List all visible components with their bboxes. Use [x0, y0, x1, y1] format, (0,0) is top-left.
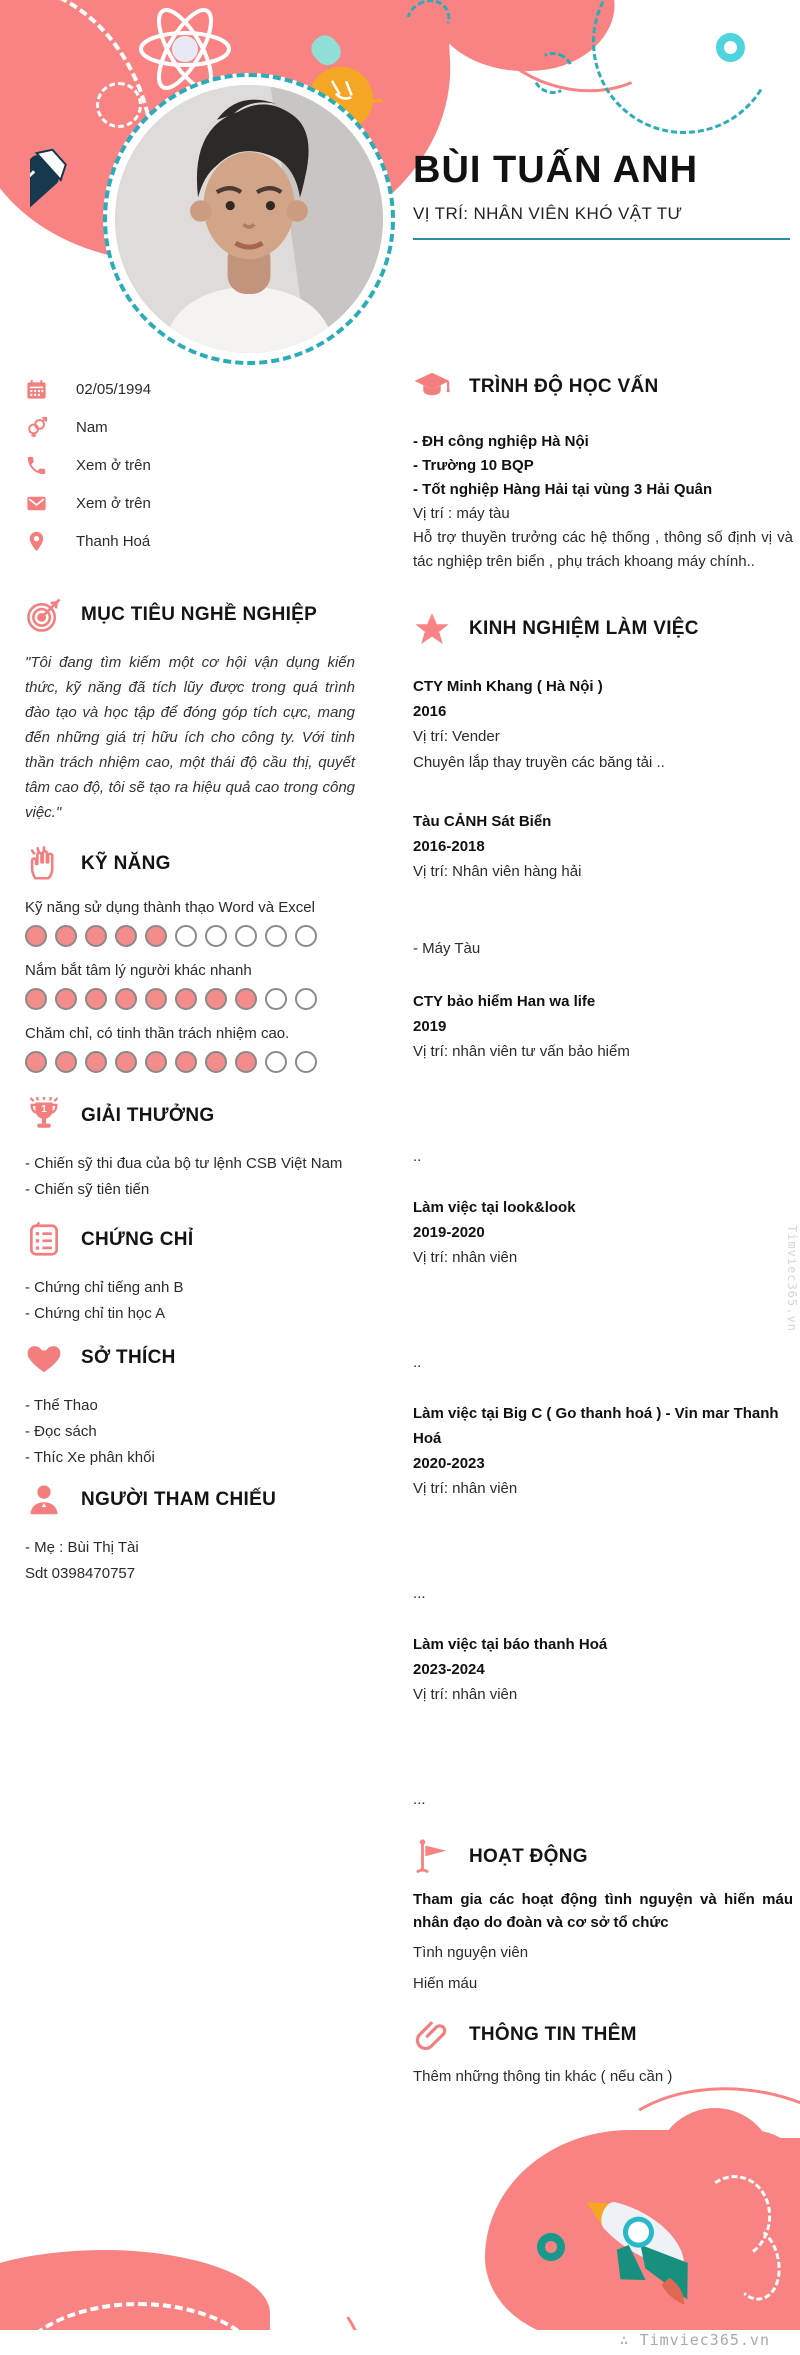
rating-dot-filled [145, 925, 167, 947]
job-note: .. [413, 1354, 422, 1371]
experience-entry [413, 989, 793, 1169]
job-note: ... [413, 1585, 426, 1602]
section-title: CHỨNG CHỈ [81, 1229, 194, 1250]
activity-line: Tình nguyện viên [413, 1944, 529, 1961]
education-line: - Tốt nghiệp Hàng Hải tại vùng 3 Hải Quân [413, 481, 713, 498]
job-company: Làm việc tại Big C ( Go thanh hoá ) - Vin mar Thanh Hoá [413, 1405, 779, 1447]
contact-row [25, 484, 355, 522]
rating-dot-filled [205, 988, 227, 1010]
contact-value: Xem ở trên [76, 456, 151, 474]
certificate-list-icon [25, 1221, 63, 1259]
job-position: Vị trí: Nhân viên hàng hải [413, 863, 582, 880]
section-experience-header [413, 610, 793, 648]
svg-text:1: 1 [41, 1103, 47, 1115]
phone-icon [25, 454, 48, 477]
rating-dot-filled [235, 1051, 257, 1073]
job-position: Vị trí: Vender [413, 728, 500, 745]
reference-line: - Mẹ : Bùi Thị Tài [25, 1539, 139, 1556]
section-hobbies-header [25, 1339, 355, 1377]
hobby-item: - Đọc sách [25, 1423, 97, 1440]
job-period: 2023-2024 [413, 1661, 485, 1678]
calendar-icon [25, 378, 48, 401]
rating-dot-filled [55, 988, 77, 1010]
skill-item [25, 1025, 355, 1073]
section-education-header [413, 368, 793, 406]
rating-dot-empty [265, 988, 287, 1010]
activity-line: Hiến máu [413, 1975, 478, 1992]
gender-icon [25, 416, 48, 439]
contact-value: 02/05/1994 [76, 380, 152, 398]
education-line: Vị trí : máy tàu [413, 505, 510, 522]
rating-dot-filled [205, 1051, 227, 1073]
job-company: Tàu CẢNH Sát Biển [413, 813, 552, 830]
hobby-item: - Thể Thao [25, 1397, 98, 1414]
job-position: Vị trí: nhân viên tư vấn bảo hiểm [413, 1043, 630, 1060]
job-company: Làm việc tại look&look [413, 1199, 576, 1216]
award-item: - Chiến sỹ tiên tiến [25, 1181, 150, 1198]
rating-dot-filled [175, 988, 197, 1010]
rating-dot-filled [55, 1051, 77, 1073]
skill-rating [25, 925, 355, 947]
skill-item [25, 962, 355, 1010]
skill-rating [25, 988, 355, 1010]
hobby-item: - Thíc Xe phân khối [25, 1449, 155, 1466]
rating-dot-filled [85, 988, 107, 1010]
rating-dot-empty [175, 925, 197, 947]
section-title: NGƯỜI THAM CHIẾU [81, 1489, 277, 1510]
section-title: TRÌNH ĐỘ HỌC VẤN [469, 376, 659, 397]
contact-value: Nam [76, 418, 108, 436]
flag-icon [413, 1838, 451, 1876]
rating-dot-empty [295, 925, 317, 947]
skill-label: Nắm bắt tâm lý người khác nhanh [25, 962, 252, 979]
objective-text: "Tôi đang tìm kiếm một cơ hội vận dụng kiến thức, kỹ năng đã tích lũy được trong quá trình đào tạo và học tập để đóng góp tích cực, mang đến những giá trị hữu ích cho công ty. Với tinh thần trách nhiệm cao, một thái độ cầu thị, quyết tâm cao độ, tôi sẽ tạo ra hiệu quả cao trong công việc." [25, 654, 355, 821]
candidate-name: BÙI TUẤN ANH [413, 149, 699, 191]
job-note: Chuyên lắp thay truyền các băng tải .. [413, 754, 665, 771]
job-period: 2020-2023 [413, 1455, 485, 1472]
rating-dot-filled [25, 925, 47, 947]
experience-entry [413, 1632, 793, 1812]
section-title: KINH NGHIỆM LÀM VIỆC [469, 618, 699, 639]
star-icon [413, 610, 451, 648]
reference-line: Sdt 0398470757 [25, 1565, 136, 1582]
rating-dot-filled [85, 925, 107, 947]
job-company: CTY bảo hiểm Han wa life [413, 993, 596, 1010]
profile-photo-frame [103, 73, 395, 365]
section-objective-header [25, 596, 355, 634]
email-icon [25, 492, 48, 515]
rating-dot-filled [25, 1051, 47, 1073]
experience-entry [413, 1401, 793, 1606]
experience-entry [413, 809, 793, 961]
contact-value: Thanh Hoá [76, 532, 151, 550]
section-title: GIẢI THƯỞNG [81, 1105, 215, 1126]
job-position: Vị trí: nhân viên [413, 1686, 518, 1703]
experience-entry [413, 674, 793, 775]
rating-dot-empty [295, 988, 317, 1010]
right-column [413, 368, 793, 2085]
section-skills-header [25, 845, 355, 883]
job-company: Làm việc tại báo thanh Hoá [413, 1636, 608, 1653]
trophy-icon [25, 1097, 63, 1135]
rating-dot-filled [175, 1051, 197, 1073]
more-info-text: Thêm những thông tin khác ( nếu cần ) [413, 2068, 673, 2085]
education-line: - Trường 10 BQP [413, 457, 534, 474]
watermark-side: Timviec365.vn [785, 1225, 799, 1332]
job-company: CTY Minh Khang ( Hà Nội ) [413, 678, 603, 695]
skill-label: Kỹ năng sử dụng thành thạo Word và Excel [25, 899, 315, 916]
paperclip-icon [413, 2016, 451, 2054]
award-item: - Chiến sỹ thi đua của bộ tư lệnh CSB Việt Nam [25, 1155, 343, 1172]
watermark-bottom: ∴ Timviec365.vn [619, 2331, 770, 2349]
section-title: HOẠT ĐỘNG [469, 1846, 588, 1867]
certificate-item: - Chứng chỉ tin học A [25, 1305, 166, 1322]
section-title: MỤC TIÊU NGHỀ NGHIỆP [81, 604, 318, 625]
teal-donut-icon [716, 33, 745, 62]
graduation-cap-icon [413, 368, 451, 406]
section-title: SỞ THÍCH [81, 1347, 176, 1368]
rating-dot-filled [55, 925, 77, 947]
rating-dot-empty [205, 925, 227, 947]
rating-dot-empty [235, 925, 257, 947]
rating-dot-filled [115, 1051, 137, 1073]
section-awards-header [25, 1097, 355, 1135]
location-icon [25, 530, 48, 553]
contact-row [25, 408, 355, 446]
certificate-item: - Chứng chỉ tiếng anh B [25, 1279, 184, 1296]
activities-text: Tham gia các hoạt động tình nguyện và hiến máu nhân đạo do đoàn và cơ sở tổ chức [413, 1891, 793, 1931]
rating-dot-empty [265, 925, 287, 947]
section-activities-header [413, 1838, 793, 1876]
contact-row [25, 522, 355, 560]
skill-item [25, 899, 355, 947]
job-position: Vị trí: nhân viên [413, 1480, 518, 1497]
job-period: 2019 [413, 1018, 447, 1035]
job-period: 2016-2018 [413, 838, 485, 855]
heart-icon [25, 1339, 63, 1377]
coral-outline-arc-left [29, 2194, 396, 2330]
target-icon [25, 596, 63, 634]
skill-rating [25, 1051, 355, 1073]
rating-dot-filled [145, 1051, 167, 1073]
rating-dot-empty [295, 1051, 317, 1073]
job-note: ... [413, 1791, 426, 1808]
section-title: THÔNG TIN THÊM [469, 2024, 637, 2045]
person-icon [25, 1481, 63, 1519]
rating-dot-empty [265, 1051, 287, 1073]
name-divider [413, 238, 790, 240]
footer-decoration [0, 2050, 800, 2330]
job-note: - Máy Tàu [413, 940, 481, 957]
job-period: 2016 [413, 703, 447, 720]
rating-dot-filled [115, 988, 137, 1010]
education-line: Hỗ trợ thuyền trưởng các hệ thống , thông số định vị và tác nghiệp trên biển , phụ trách khoang máy chính.. [413, 529, 793, 570]
section-certificates-header [25, 1221, 355, 1259]
job-note: .. [413, 1148, 422, 1165]
rating-dot-filled [115, 925, 137, 947]
section-references-header [25, 1481, 355, 1519]
rating-dot-filled [85, 1051, 107, 1073]
education-line: - ĐH công nghiệp Hà Nội [413, 433, 589, 450]
contact-row [25, 446, 355, 484]
rating-dot-filled [145, 988, 167, 1010]
experience-entry [413, 1195, 793, 1375]
job-position: Vị trí: nhân viên [413, 1249, 518, 1266]
candidate-position: VỊ TRÍ: NHÂN VIÊN KHÓ VẬT TƯ [413, 204, 683, 223]
fist-icon [25, 845, 63, 883]
rating-dot-filled [235, 988, 257, 1010]
contact-value: Xem ở trên [76, 494, 151, 512]
profile-photo [115, 85, 383, 353]
header-name-block [413, 148, 793, 240]
section-more-info-header [413, 2016, 793, 2054]
rating-dot-filled [25, 988, 47, 1010]
left-column [25, 370, 355, 1587]
teal-dashed-curve [571, 0, 796, 155]
contact-row [25, 370, 355, 408]
job-period: 2019-2020 [413, 1224, 485, 1241]
skill-label: Chăm chỉ, có tinh thần trách nhiệm cao. [25, 1025, 290, 1042]
section-title: KỸ NĂNG [81, 853, 171, 874]
